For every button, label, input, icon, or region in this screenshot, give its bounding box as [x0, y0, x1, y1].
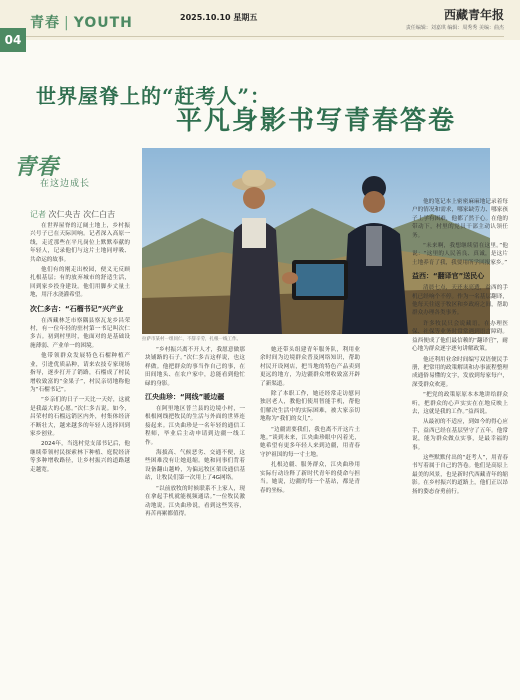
- paragraph: 这些默默付出的“赶考人”，用青春书写着属于自己的答卷。他们是高原上最美的风景，也是新时代西藏青年的缩影。在乡村振兴的道路上，他们正以昂扬的姿态奋勇前行。: [412, 454, 508, 495]
- paragraph: “把党的政策原原本本地讲给群众听，把群众的心声实实在在地反映上去，这就是我的工作。”益西说。: [412, 392, 508, 415]
- section-name: [30, 12, 133, 32]
- article-column-4: [412, 198, 508, 684]
- article-title-line1: 世界屋脊上的“赶考人”：: [36, 84, 272, 108]
- paragraph: “乡村振兴离不开人才，我愿意做那块铺路的石子。”次仁多吉这样说，也这样做。他把群众的事当作自己的事，在田间地头、在农户家中，总能看到他忙碌的身影。: [145, 347, 245, 387]
- paragraph: 从最初的不适应，到如今的得心应手，益西已经在基层坚守了五年。他常说，能为群众做点实事，是最幸福的事。: [412, 419, 508, 451]
- paragraph: 许多牧民只会说藏语，在办理医保、社保等业务时常常遇到语言障碍。益西便成了他们最信赖的“翻译官”，耐心地为群众逐字逐句讲解政策。: [412, 320, 508, 353]
- newspaper-name: 西藏青年报: [443, 8, 504, 22]
- article-column-1: [30, 222, 130, 682]
- issue-date: 2025.10.10 星期五: [180, 13, 258, 22]
- paragraph: 在西藏林芝市察隅县察瓦龙乡昌荣村，有一位年轻的驻村第一书记叫次仁多吉。初到村里时，他面对的是基础设施薄弱、产业单一的困境。: [30, 317, 130, 349]
- column-logo: [14, 150, 94, 200]
- section-subhead: 次仁多吉：“石榴书记”兴产业: [30, 304, 124, 313]
- paragraph: 他还利用业余时间编写双语便民手册，把常用的政策解读和办事流程整理成通俗易懂的文字，发放到每家每户，深受群众欢迎。: [412, 356, 508, 388]
- paragraph: 清晨七点，天还未亮透，益西的手机已经响个不停。作为一名基层翻译，他每天往返于牧区和乡政府之间，帮助群众办理各类事务。: [412, 285, 508, 317]
- article-column-2: [145, 346, 245, 686]
- paragraph: “乡亲们的日子一天比一天好，这就是我最大的心愿。”次仁多吉说。如今，昌荣村的石榴远销区内外，村集体经济不断壮大，越来越多的年轻人选择回到家乡创业。: [30, 397, 130, 437]
- byline-names: 次仁央吉 次仁白吉: [48, 210, 116, 219]
- editor-credits: 责任编辑：刘嘉琪 编辑：周秀秀 美编：曲杰: [405, 25, 504, 31]
- paragraph: “以前放牧的时候联系不上家人，现在拿起手机就能视频通话。”一位牧民激动地说。江央曲珍说，看到这些笑容，再苦再累都值得。: [145, 485, 245, 517]
- paragraph: 他们有的刚走出校园，便义无反顾扎根基层；有的放弃城市的舒适生活，回到家乡投身建设。他们用脚步丈量土地，用汗水浇灌希望。: [30, 267, 130, 299]
- section-cn: 青春: [30, 15, 60, 31]
- paragraph: 海拔高、气候恶劣、交通不便，这些困难没有让她退缩。她和同事们背着设备翻山越岭，为偏远牧区架设通信基站，让牧民们第一次用上了4G网络。: [145, 450, 245, 482]
- paragraph: 除了本职工作，她还经常走访慰问独居老人，教他们使用智能手机，帮他们解决生活中的实际困难，被大家亲切地称为“我们的女儿”。: [260, 391, 360, 423]
- paragraph: 他的笔记本上密密麻麻地记录着每户的情况和需求，哪家缺劳力、哪家孩子上学有困难，他都了然于心。在他的带动下，村里的党员干部主动认领任务。: [412, 199, 508, 239]
- section-subhead: 益西：“翻译官”送民心: [412, 272, 485, 281]
- header-divider: [26, 36, 504, 37]
- paragraph: “未来啊，我想继续留在这里。”他说：“这里的人民善良、真诚，是这片土地养育了我，我要用所学回报家乡。”: [412, 243, 508, 266]
- photo-caption: 拉萨市某村一组同仁，不辞辛劳，扎根一线工作。: [142, 337, 241, 342]
- article-title-line2: 平凡身影书写青春答卷: [176, 106, 457, 136]
- column-logo-text: 青春: [14, 154, 59, 180]
- byline: [30, 209, 115, 220]
- section-divider: |: [64, 15, 70, 31]
- paragraph: 在世界屋脊的辽阔土地上，乡村振兴号子已在天际回响。记者深入高原一线，走近那些在平凡岗位上默默奉献的年轻人，记录他们与这片土地同呼吸、共命运的故事。: [30, 223, 130, 263]
- column-logo-subtext: 在这边成长: [40, 179, 91, 189]
- byline-label: 记者: [30, 210, 46, 219]
- section-subhead: 江央曲珍：“网线”暖边疆: [145, 393, 225, 402]
- paragraph: 他带领群众发展特色石榴种植产业，引进优质品种，请来农技专家现场指导，逐步打开了销路，石榴成了村民增收致富的“金果子”，村民亲切地称他为“石榴书记”。: [30, 353, 130, 393]
- paragraph: “边疆需要我们，我也离不开这片土地。”谈到未来，江央曲珍眼中闪着光，她希望有更多年轻人来到边疆，用青春守护祖国的每一寸土地。: [260, 426, 360, 458]
- article-column-3: [260, 346, 360, 686]
- paragraph: 扎根边疆、服务群众，江央曲珍用实际行动诠释了新时代青年的使命与担当。她说，边疆的每一个基站，都是青春的坐标。: [260, 462, 360, 494]
- page-number: 04: [0, 28, 26, 52]
- paragraph: 在阿里地区普兰县的边境小村，一根根网线把牧民的生活与外面的世界连接起来。江央曲珍是一名年轻的通信工程师，毕业后主动申请到边疆一线工作。: [145, 406, 245, 446]
- paragraph: 她还带头组建青年服务队，利用业余时间为边境群众普及网络知识，帮助村民开设网店，把当地的特色产品卖到更远的地方，为边疆群众增收致富开辟了新渠道。: [260, 347, 360, 387]
- section-en: YOUTH: [73, 15, 133, 31]
- paragraph: 2024年，当选村党支部书记后，他继续带领村民探索林下种植、庭院经济等多种增收路径，让乡村振兴的道路越走越宽。: [30, 441, 130, 473]
